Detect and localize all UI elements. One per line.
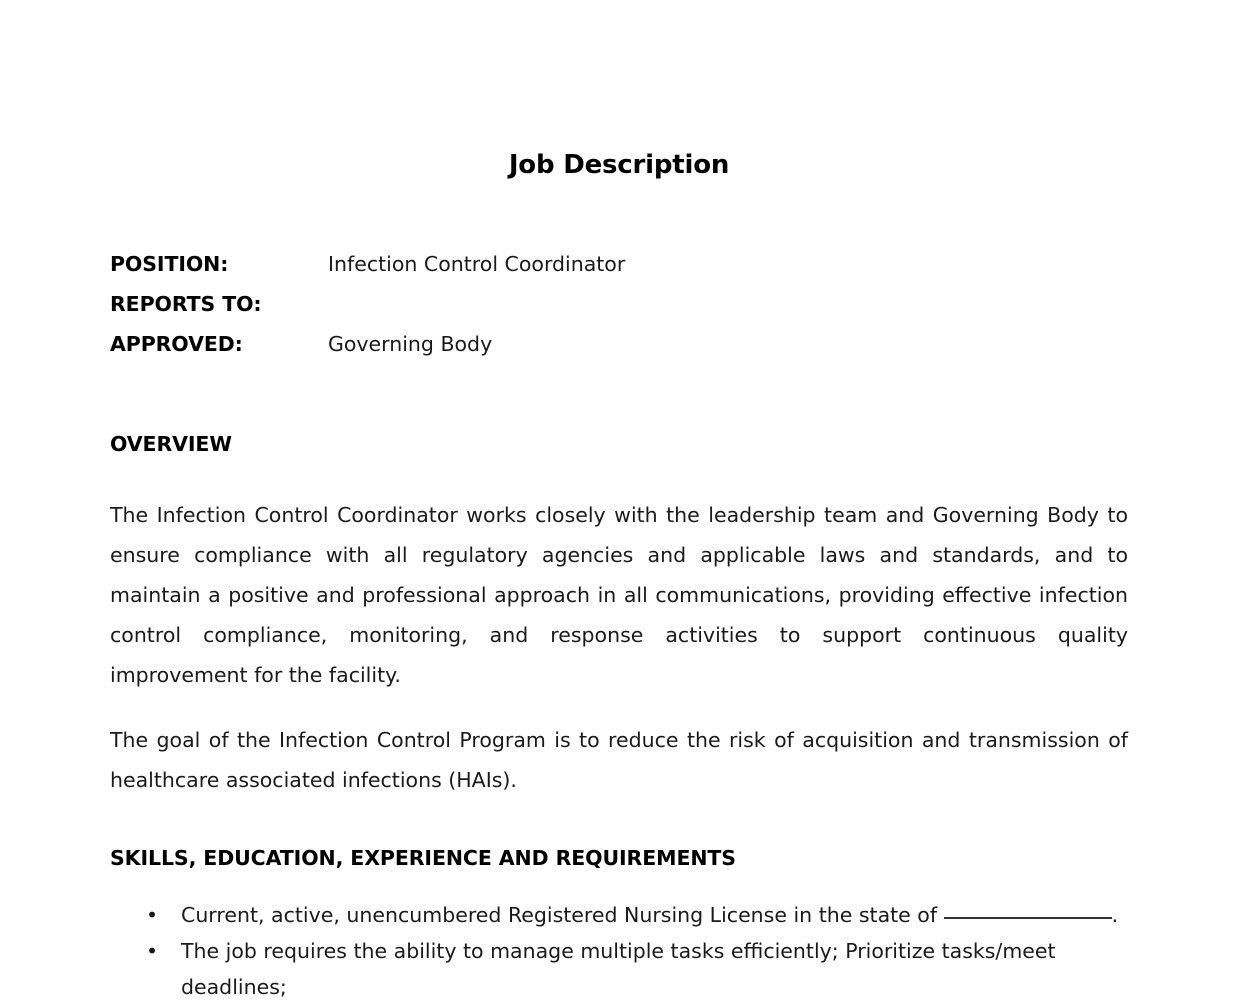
list-item-text-after-blank: . (1111, 903, 1119, 927)
overview-paragraph-2: The goal of the Infection Control Program is to reduce the risk of acquisition and transmission of healthcare associated infections (HAIs). (110, 728, 1128, 792)
table-row (110, 324, 1128, 364)
page-title: Job Description (508, 150, 730, 180)
list-item (110, 933, 1128, 1005)
meta-value-approved: Governing Body (328, 332, 493, 356)
meta-label-position: POSITION: (110, 252, 229, 276)
position-details-table (110, 244, 1128, 364)
overview-paragraph-1: The Infection Control Coordinator works closely with the leadership team and Governing Body to ensure compliance with all regulatory agencies and applicable laws and standards, and to maintain a positive and professional approach in all communications, providing effective infection control compliance, monitoring, and response activities to support continuous quality improvement for the facility. (110, 503, 1128, 687)
list-item (110, 897, 1128, 933)
list-item-text-before-blank: Current, active, unencumbered Registered Nursing License in the state of (181, 903, 944, 927)
table-row (110, 284, 1128, 324)
document-content (110, 0, 1128, 1005)
state-blank-field[interactable] (944, 901, 1112, 919)
table-row (110, 244, 1128, 284)
section-heading-skills: SKILLS, EDUCATION, EXPERIENCE AND REQUIREMENTS (110, 846, 736, 870)
meta-label-reports-to: REPORTS TO: (110, 292, 262, 316)
bullet-icon: • (146, 903, 159, 927)
meta-value-reports-to (328, 284, 1128, 324)
meta-value-position: Infection Control Coordinator (328, 252, 626, 276)
section-heading-overview: OVERVIEW (110, 432, 232, 456)
requirements-list (110, 897, 1128, 1005)
list-item-text: The job requires the ability to manage multiple tasks efficiently; Prioritize tasks/meet deadlines; (181, 939, 1056, 999)
bullet-icon: • (146, 939, 159, 963)
meta-label-approved: APPROVED: (110, 332, 243, 356)
